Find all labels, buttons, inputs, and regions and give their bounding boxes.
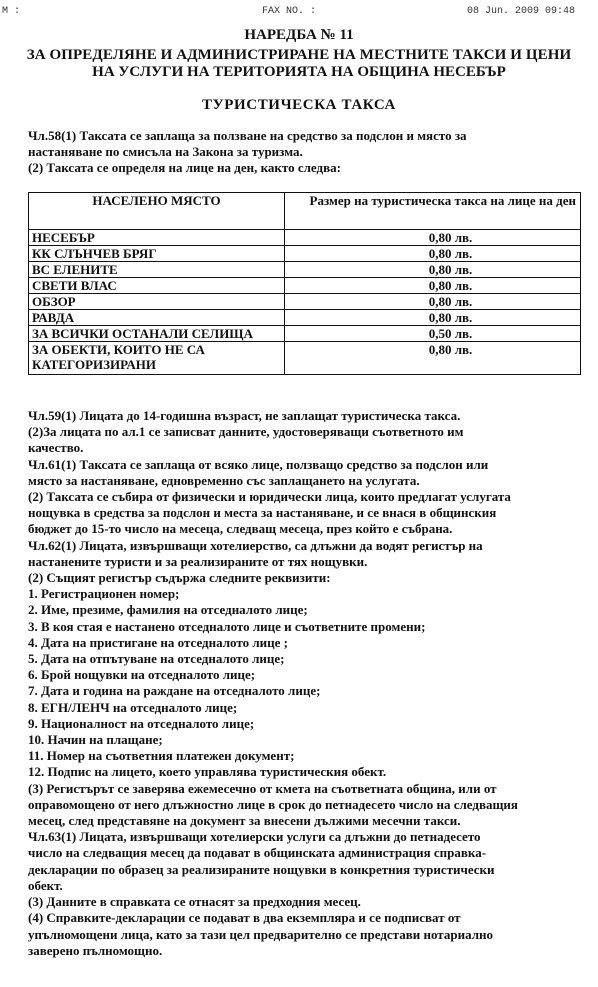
text-line: място за настаняване, едновременно със заплащането на услугата. (28, 472, 420, 488)
text-line: 4. Дата на пристигане на отседналото лице ; (28, 634, 288, 650)
place-cell: ЗА ОБЕКТИ, КОИТО НЕ СА КАТЕГОРИЗИРАНИ (29, 342, 285, 375)
text-line: настаняване по смисъла на Закона за туризма. (28, 144, 303, 160)
ordinance-title-line-1: ЗА ОПРЕДЕЛЯНЕ И АДМИНИСТРИРАНЕ НА МЕСТНИТЕ ТАКСИ И ЦЕНИ (26, 47, 572, 63)
text-line: упълномощени лица, като за тази цел предварително се представи нотариално (28, 926, 493, 942)
place-cell: РАВДА (29, 310, 285, 326)
table-row (29, 262, 581, 278)
text-line: 10. Начин на плащане; (28, 732, 163, 748)
text-line: месец, след представяне на документ за внесени дължими месечни такси. (28, 813, 461, 829)
text-line: 11. Номер на съответния платежен документ; (28, 748, 295, 764)
text-line: (2)За лицата по ал.1 се записват данните, удостоверяващи съответното им (28, 424, 464, 440)
text-line: (4) Справките-декларации се подават в два екземпляра и се подписват от (28, 910, 461, 926)
fee-cell: 0,50 лв. (285, 326, 581, 342)
table-row (29, 294, 581, 310)
text-line: Чл.59(1) Лицата до 14-годишна възраст, не заплащат туристическа такса. (28, 408, 461, 423)
text-line: (2) Същият регистър съдържа следните реквизити: (28, 570, 331, 586)
place-cell: ОБЗОР (29, 294, 285, 310)
fee-cell: 0,80 лв. (285, 246, 581, 262)
text-line: 1. Регистрационен номер; (28, 586, 180, 602)
fee-cell: 0,80 лв. (285, 230, 581, 246)
table-row (29, 326, 581, 342)
text-line: оправомощено от него длъжностно лице в срок до петнадесето число на следващия (28, 796, 518, 812)
text-line: 12. Подпис на лицето, което управлява туристическия обект. (28, 764, 387, 780)
table-row (29, 310, 581, 326)
place-cell: НЕСЕБЪР (29, 230, 285, 246)
table-header-row (29, 193, 581, 230)
ordinance-number: НАРЕДБА № 11 (244, 27, 354, 43)
text-line: декларации по образец за реализираните нощувки в конкретния туристически (28, 861, 495, 877)
body-text (28, 408, 588, 959)
ordinance-title-line-2: НА УСЛУГИ НА ТЕРИТОРИЯТА НА ОБЩИНА НЕСЕБЪР (92, 64, 506, 80)
table-row (29, 278, 581, 294)
text-line: нощувка в средства за подслон и места за настаняване, и се внася в общинския (28, 505, 497, 521)
fee-cell: 0,80 лв. (285, 278, 581, 294)
text-line: 5. Дата на отпътуване на отседналото лице; (28, 651, 285, 667)
text-line: 6. Брой нощувки на отседналото лице; (28, 667, 256, 683)
text-line: число на следващия месец да подават в общинската администрация справка- (28, 845, 487, 861)
fee-cell: 0,80 лв. (285, 310, 581, 326)
fax-header (0, 6, 598, 20)
text-line: 7. Дата и година на раждане на отседналото лице; (28, 683, 321, 699)
column-header-place: НАСЕЛЕНО МЯСТО (29, 193, 285, 230)
text-line: качество. (28, 440, 84, 456)
table-row (29, 342, 581, 375)
table-row (29, 246, 581, 262)
text-line: обект. (28, 877, 63, 893)
text-line: Чл.61(1) Таксата се заплаща от всяко лице, ползващо средство за подслон или (28, 456, 489, 472)
intro-paragraph (28, 128, 588, 177)
text-line: 8. ЕГН/ЛЕНЧ на отседналото лице; (28, 699, 238, 715)
fee-cell: 0,80 лв. (285, 294, 581, 310)
text-line: настанените туристи и за реализираните от тях нощувки. (28, 553, 368, 569)
place-cell: ВС ЕЛЕНИТЕ (29, 262, 285, 278)
place-cell: СВЕТИ ВЛАС (29, 278, 285, 294)
place-cell: КК СЛЪНЧЕВ БРЯГ (29, 246, 285, 262)
place-cell: ЗА ВСИЧКИ ОСТАНАЛИ СЕЛИЩА (29, 326, 285, 342)
text-line: 2. Име, презиме, фамилия на отседналото лице; (28, 602, 308, 618)
fax-datetime: 08 Jun. 2009 09:48 (467, 6, 576, 17)
fee-cell: 0,80 лв. (285, 342, 581, 375)
text-line: Чл.62(1) Лицата, извършващи хотелиерство, са длъжни да водят регистър на (28, 537, 483, 553)
column-header-fee: Размер на туристическа такса на лице на ден (285, 193, 581, 230)
text-line: (2) Таксата се определя на лице на ден, както следва: (28, 160, 341, 176)
text-line: (3) Регистърът се заверява ежемесечно от кмета на съответната община, или от (28, 780, 497, 796)
text-line: 3. В коя стая е настанено отседналото лице и съответните промени; (28, 618, 426, 634)
text-line: 9. Националност на отседналото лице; (28, 715, 255, 731)
text-line: Чл.63(1) Лицата, извършващи хотелиерски услуги са длъжни до петнадесето (28, 829, 481, 845)
fax-number-label: FAX NO. : (262, 6, 317, 17)
text-line: заверено пълномощно. (28, 942, 163, 958)
text-line: (2) Таксата се събира от физически и юридически лица, които предлагат услугата (28, 489, 511, 505)
fax-header-left: M : (2, 6, 21, 17)
tax-rate-table (28, 192, 581, 375)
text-line: (3) Данните в справката се отнасят за предходния месец. (28, 894, 361, 910)
section-heading: ТУРИСТИЧЕСКА ТАКСА (202, 97, 396, 113)
text-line: Чл.58(1) Таксата се заплаща за ползване на средство за подслон и място за (28, 128, 467, 143)
fee-cell: 0,80 лв. (285, 262, 581, 278)
text-line: бюджет до 15-то число на месеца, следващ месеца, през който е събрана. (28, 521, 453, 537)
table-row (29, 230, 581, 246)
